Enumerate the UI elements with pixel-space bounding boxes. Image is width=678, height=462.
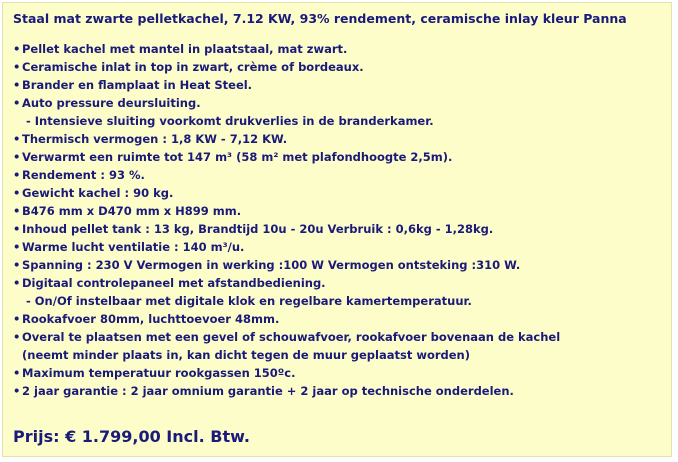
spec-text: Inhoud pellet tank : 13 kg, Brandtijd 10u - 20u Verbruik : 0,6kg - 1,28kg. [22, 222, 494, 236]
spec-text: B476 mm x D470 mm x H899 mm. [22, 204, 242, 218]
spec-text: Rendement : 93 %. [22, 168, 145, 182]
spec-text: Warme lucht ventilatie : 140 m³/u. [22, 240, 245, 254]
spec-text: 2 jaar garantie : 2 jaar omnium garantie + 2 jaar op technische onderdelen. [22, 384, 514, 398]
bullet-icon: • [13, 258, 21, 272]
spec-item [13, 328, 560, 364]
spec-text: Verwarmt een ruimte tot 147 m³ (58 m² met plafondhoogte 2,5m). [22, 150, 453, 164]
spec-text: Digitaal controlepaneel met afstandbediening. [22, 276, 326, 290]
spec-text: Rookafvoer 80mm, luchttoevoer 48mm. [22, 312, 280, 326]
spec-item [13, 76, 560, 94]
spec-continuation: (neemt minder plaats in, kan dicht tegen de muur geplaatst worden) [22, 348, 470, 362]
product-title: Staal mat zwarte pelletkachel, 7.12 KW, 93% rendement, ceramische inlay kleur Panna [13, 11, 627, 26]
spec-item [13, 238, 560, 256]
spec-item [13, 58, 560, 76]
bullet-icon: • [13, 42, 21, 56]
spec-item [13, 40, 560, 58]
spec-item [13, 364, 560, 382]
spec-item [13, 148, 560, 166]
bullet-icon: • [13, 204, 21, 218]
spec-text: Maximum temperatuur rookgassen 150ºc. [22, 366, 296, 380]
spec-list [13, 40, 560, 400]
spec-text: Ceramische inlat in top in zwart, crème of bordeaux. [22, 60, 364, 74]
spec-item [13, 256, 560, 274]
price-label: Prijs: € 1.799,00 Incl. Btw. [13, 427, 250, 446]
bullet-icon: • [13, 384, 21, 398]
spec-text: Overal te plaatsen met een gevel of schouwafvoer, rookafvoer bovenaan de kachel [22, 330, 561, 344]
spec-text: Auto pressure deursluiting. [22, 96, 201, 110]
spec-text: Thermisch vermogen : 1,8 KW - 7,12 KW. [22, 132, 288, 146]
product-description-panel [2, 2, 672, 457]
spec-item [13, 202, 560, 220]
spec-subtext: - On/Of instelbaar met digitale klok en regelbare kamertemperatuur. [26, 294, 472, 308]
bullet-icon: • [13, 240, 21, 254]
bullet-icon: • [13, 330, 21, 344]
spec-item [13, 274, 560, 310]
bullet-icon: • [13, 168, 21, 182]
spec-text: Pellet kachel met mantel in plaatstaal, mat zwart. [22, 42, 348, 56]
bullet-icon: • [13, 186, 21, 200]
bullet-icon: • [13, 366, 21, 380]
bullet-icon: • [13, 312, 21, 326]
spec-item [13, 94, 560, 130]
bullet-icon: • [13, 276, 21, 290]
spec-text: Spanning : 230 V Vermogen in werking :100 W Vermogen ontsteking :310 W. [22, 258, 521, 272]
spec-item [13, 382, 560, 400]
spec-item [13, 130, 560, 148]
spec-item [13, 166, 560, 184]
spec-item [13, 310, 560, 328]
bullet-icon: • [13, 150, 21, 164]
bullet-icon: • [13, 78, 21, 92]
bullet-icon: • [13, 222, 21, 236]
bullet-icon: • [13, 132, 21, 146]
bullet-icon: • [13, 96, 21, 110]
spec-subtext: - Intensieve sluiting voorkomt drukverlies in de branderkamer. [26, 114, 434, 128]
bullet-icon: • [13, 60, 21, 74]
spec-text: Gewicht kachel : 90 kg. [22, 186, 174, 200]
spec-item [13, 184, 560, 202]
spec-item [13, 220, 560, 238]
spec-text: Brander en flamplaat in Heat Steel. [22, 78, 253, 92]
